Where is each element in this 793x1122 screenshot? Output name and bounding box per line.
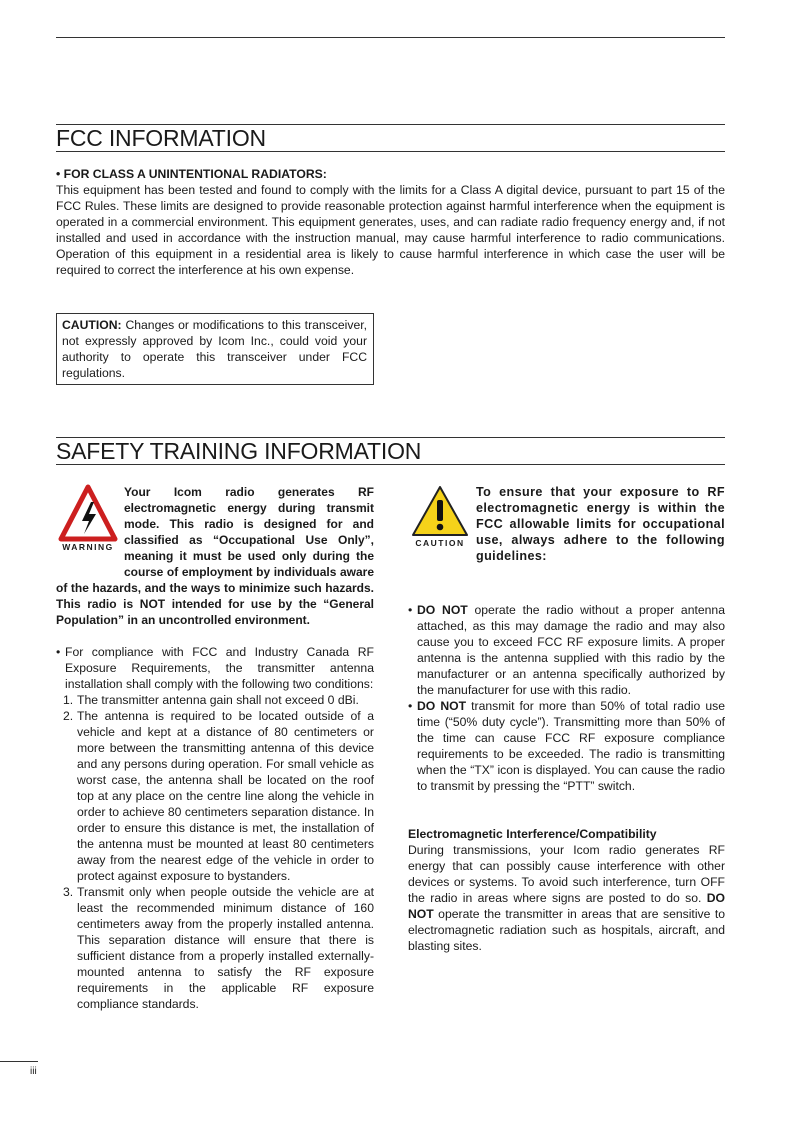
caution-text: To ensure that your exposure to RF electromagnetic energy is within the FCC allowable limits for occupational use, always adhere to the following guidelines: — [476, 485, 725, 563]
guideline-item: • DO NOT operate the radio without a proper antenna attached, as this may damage the radio and may also cause you to exceed FCC RF exposure limits. A proper antenna is the antenna supplied with this radio by the manufacturer or an antenna specifically authorized by the manufacturer for use with this radio. — [408, 602, 725, 698]
fcc-caution-label: CAUTION: — [62, 318, 122, 332]
warning-icon — [58, 484, 118, 542]
guidelines-list — [408, 602, 725, 794]
fcc-class-a-heading: • FOR CLASS A UNINTENTIONAL RADIATORS: — [56, 167, 327, 181]
condition-item: 2. The antenna is required to be located outside of a vehicle and kept at a distance of 80 centimeters or more between the transmitting antenna of this device and any persons during operation. For small vehicle as worst case, the antenna shall be located on the roof top at any place on the centre line along the vehicle in order to achieve 80 centimeters separation distance. In order to ensure this distance is met, the installation of the antenna must be mounted at least 80 centimeters away from the nearest edge of the vehicle in order to protect against exposure to bystanders. — [63, 709, 374, 883]
safety-right-column — [408, 484, 725, 954]
condition-item: 3. Transmit only when people outside the vehicle are at least the recommended minimum distance of 160 centimeters away from the properly installed antenna. This separation distance will ensure that there is sufficient distance from a properly installed externally-mounted antenna to satisfy the RF exposure requirements in the applicable RF exposure compliance standards. — [63, 885, 374, 1011]
safety-section-title: SAFETY TRAINING INFORMATION — [56, 438, 422, 464]
compliance-list — [56, 644, 374, 692]
compliance-intro: • For compliance with FCC and Industry Canada RF Exposure Requirements, the transmitter antenna installation shall comply with the following two conditions: — [56, 644, 374, 692]
fcc-section-title: FCC INFORMATION — [56, 125, 266, 151]
safety-left-column — [56, 484, 374, 1012]
conditions-list — [56, 692, 374, 1012]
guideline-item: • DO NOT transmit for more than 50% of total radio use time (“50% duty cycle”). Transmitting more than 50% of the time can cause FCC RF exposure compliance requirements to be exceeded. The radio is transmitting when the “TX” icon is displayed. You can cause the radio to transmit by pressing the “PTT” switch. — [408, 698, 725, 794]
emi-heading: Electromagnetic Interference/Compatibility — [408, 827, 657, 841]
warning-icon-label: WARNING — [62, 542, 114, 552]
fcc-block — [56, 166, 725, 278]
emi-section — [408, 826, 725, 954]
emi-text: During transmissions, your Icom radio generates RF energy that can possibly cause interference with other devices or systems. To avoid such interference, turn OFF the radio in areas where signs are posted to do so. DO NOT operate the transmitter in areas that are sensitive to electromagnetic radiation such as hospitals, aircraft, and blasting sites. — [408, 843, 725, 953]
caution-icon-block — [408, 484, 476, 560]
condition-item: 1. The transmitter antenna gain shall not exceed 0 dBi. — [63, 693, 359, 707]
warning-icon-block — [56, 484, 124, 568]
fcc-body-text: This equipment has been tested and found to comply with the limits for a Class A digital device, pursuant to part 15 of the FCC Rules. These limits are designed to provide reasonable protection against harmful interference when the equipment is operated in a commercial environment. This equipment generates, uses, and can radiate radio frequency energy and, if not installed and used in accordance with the instruction manual, may cause harmful interference to radio communications. Operation of this equipment in a residential area is likely to cause harmful interference in which case the user will be required to correct the interference at his own expense. — [56, 183, 725, 277]
caution-icon-label: CAUTION — [415, 538, 465, 548]
page-number: iii — [30, 1066, 37, 1077]
safety-title-underline — [56, 464, 725, 465]
top-rule — [56, 37, 725, 38]
caution-icon — [410, 484, 470, 538]
fcc-title-underline — [56, 151, 725, 152]
fcc-caution-text: Changes or modifications to this transceiver, not expressly approved by Icom Inc., could void your authority to operate this transceiver under FCC regulations. — [62, 318, 367, 380]
footer-rule — [0, 1061, 38, 1062]
fcc-caution-box — [56, 313, 374, 385]
warning-text: Your Icom radio generates RF electromagnetic energy during transmit mode. This radio is designed for and classified as “Occupational Use Only”, meaning it must be used only during the course of employment by individuals aware of the hazards, and the ways to minimize such hazards. This radio is NOT intended for use by the “General Population” in an uncontrolled environment. — [56, 485, 374, 627]
